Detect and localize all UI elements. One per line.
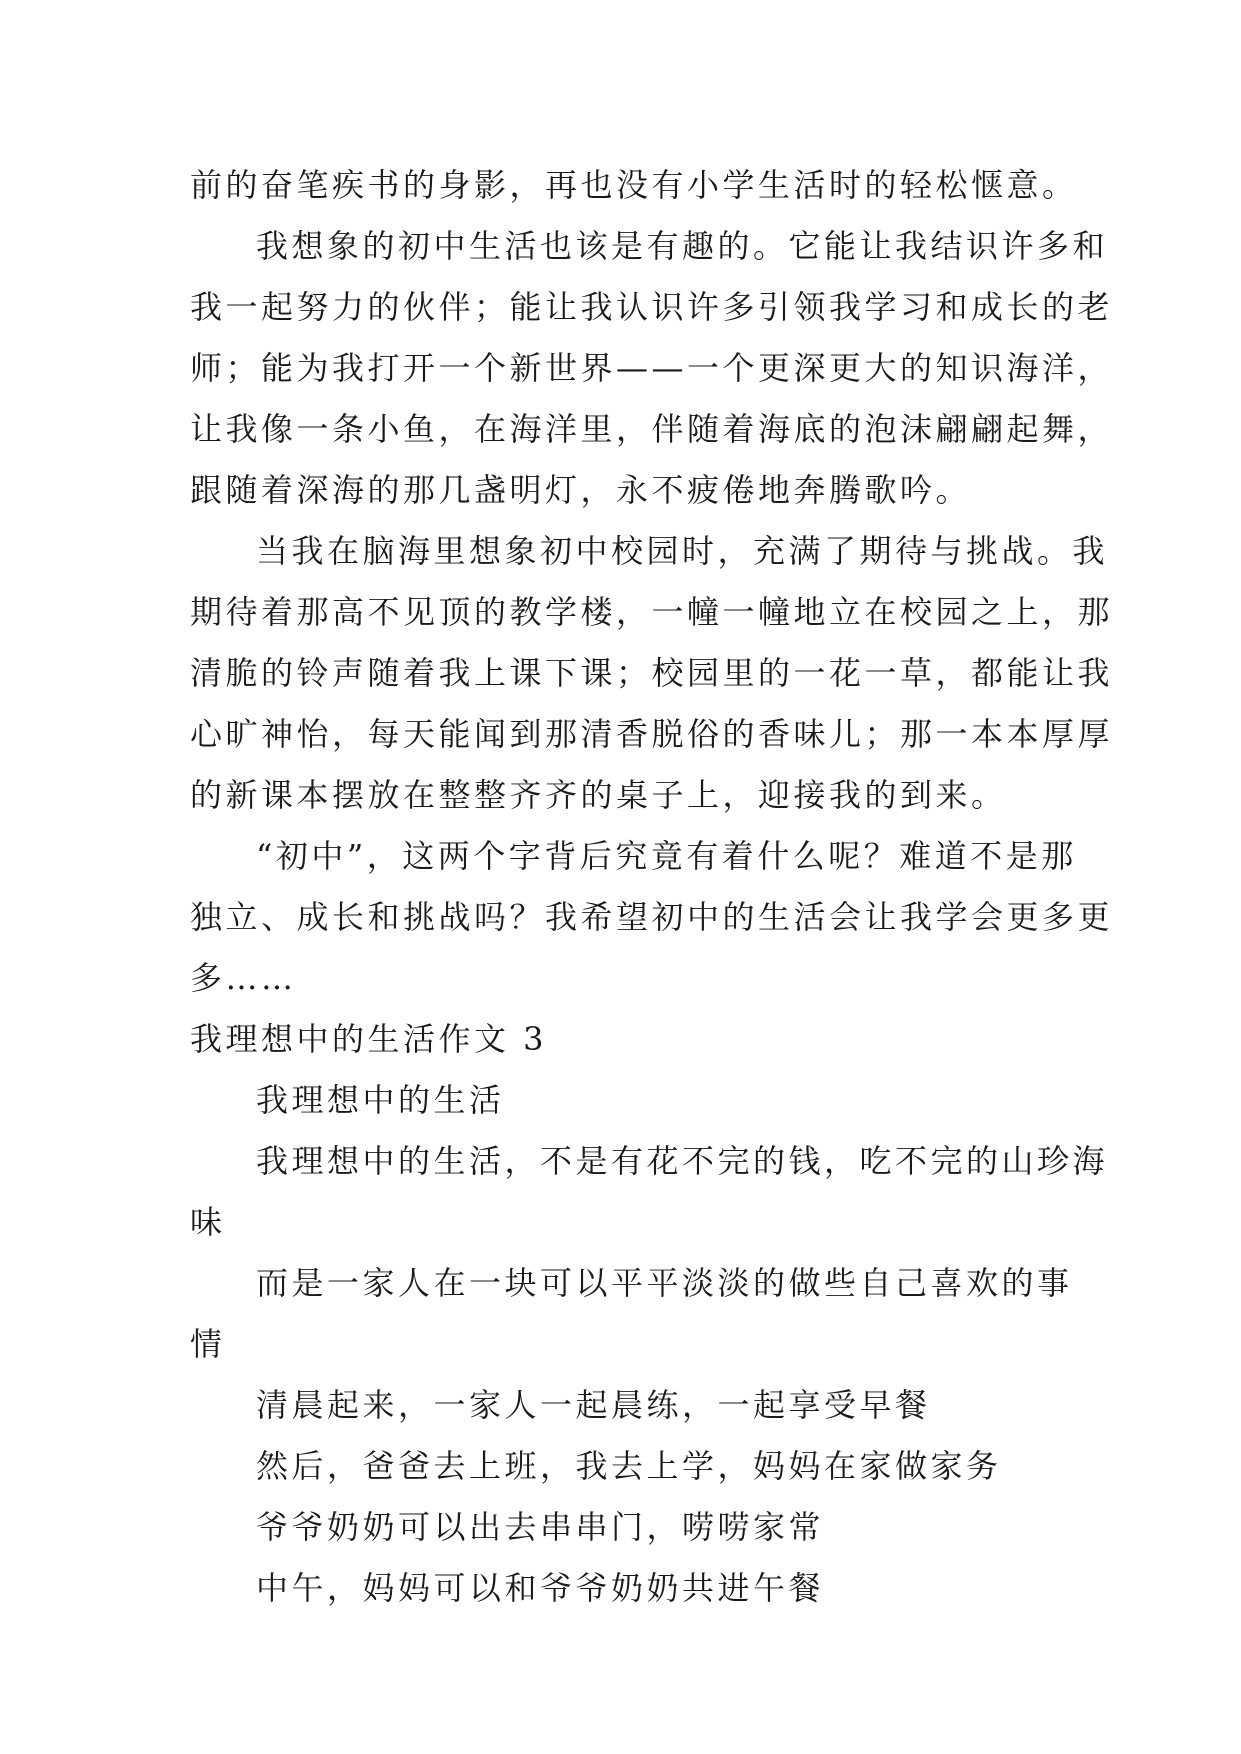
text-line: 而是一家人在一块可以平平淡淡的做些自己喜欢的事 [256, 1264, 1073, 1302]
text-line: 心旷神怡，每天能闻到那清香脱俗的香味儿；那一本本厚厚 [190, 715, 1114, 753]
text-line: 中午，妈妈可以和爷爷奶奶共进午餐 [256, 1569, 825, 1607]
essay-title: 我理想中的生活 [256, 1081, 505, 1119]
text-line: 然后，爸爸去上班，我去上学，妈妈在家做家务 [256, 1447, 1002, 1485]
text-line: 独立、成长和挑战吗？我希望初中的生活会让我学会更多更 [190, 898, 1114, 936]
text-line: 多…… [190, 959, 297, 997]
text-line: 跟随着深海的那几盏明灯，永不疲倦地奔腾歌吟。 [190, 471, 972, 509]
text-line: 前的奋笔疾书的身影，再也没有小学生活时的轻松惬意。 [190, 166, 1078, 204]
text-line: 的新课本摆放在整整齐齐的桌子上，迎接我的到来。 [190, 776, 1007, 814]
text-line: 情 [190, 1325, 226, 1363]
text-line: 期待着那高不见顶的教学楼，一幢一幢地立在校园之上，那 [190, 593, 1114, 631]
text-line: 我一起努力的伙伴；能让我认识许多引领我学习和成长的老 [190, 288, 1114, 326]
text-line: 我想象的初中生活也该是有趣的。它能让我结识许多和 [256, 227, 1109, 265]
text-line: 爷爷奶奶可以出去串串门，唠唠家常 [256, 1508, 825, 1546]
text-line: 当我在脑海里想象初中校园时，充满了期待与挑战。我 [256, 532, 1109, 570]
text-line: 让我像一条小鱼，在海洋里，伴随着海底的泡沫翩翩起舞， [190, 410, 1114, 448]
section-heading: 我理想中的生活作文 3 [190, 1020, 548, 1058]
text-line: 清脆的铃声随着我上课下课；校园里的一花一草，都能让我 [190, 654, 1114, 692]
text-line: 清晨起来，一家人一起晨练，一起享受早餐 [256, 1386, 931, 1424]
text-line: 味 [190, 1203, 226, 1241]
text-line: 师；能为我打开一个新世界——一个更深更大的知识海洋， [190, 349, 1114, 387]
document-body [190, 155, 1114, 1619]
text-line: “初中”，这两个字背后究竟有着什么呢？难道不是那 [256, 837, 1077, 875]
text-line: 我理想中的生活，不是有花不完的钱，吃不完的山珍海 [256, 1142, 1109, 1180]
